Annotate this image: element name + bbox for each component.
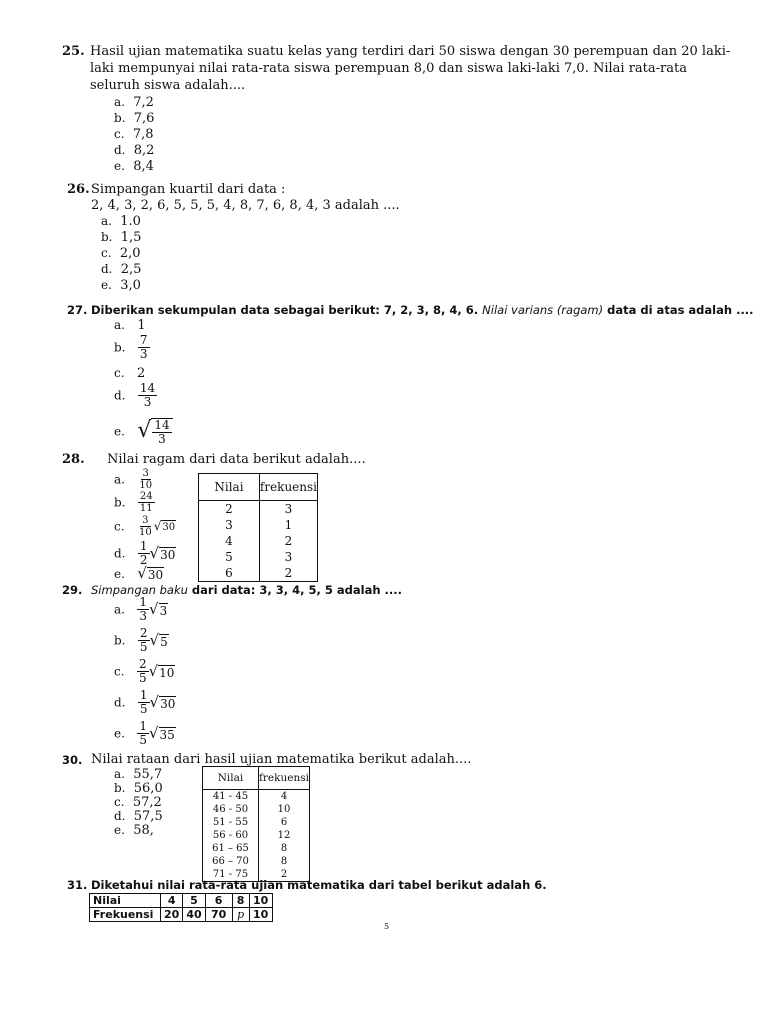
option-label: a. <box>101 214 112 228</box>
table-cell: 20 <box>161 908 183 922</box>
table-row <box>203 790 310 804</box>
option-label: a. <box>114 318 125 332</box>
radicand: 30 <box>160 547 176 562</box>
q26-line-2: 2, 4, 3, 2, 6, 5, 5, 5, 4, 8, 7, 6, 8, 4, 3 adalah .... <box>91 198 400 213</box>
radicand: 30 <box>162 521 176 533</box>
q27-text-b: data di atas adalah .... <box>603 303 754 317</box>
option-value: 7,8 <box>132 127 154 142</box>
table-row <box>90 908 273 922</box>
square-root <box>148 723 176 742</box>
table-cell: 12 <box>259 829 310 842</box>
square-root <box>149 599 168 618</box>
q27-option-a[interactable] <box>114 317 146 334</box>
square-root <box>149 692 177 711</box>
denominator: 3 <box>158 432 166 446</box>
denominator: 5 <box>139 640 148 654</box>
radical-sign: √ <box>148 661 159 680</box>
q25-number: 25. <box>62 44 85 59</box>
radicand <box>151 418 172 446</box>
table-cell: 66 – 70 <box>203 855 259 868</box>
table-cell: 6 <box>199 565 260 582</box>
option-label: b. <box>114 111 126 125</box>
q27-text-italic: Nilai varians (ragam) <box>482 303 604 317</box>
table-cell: 61 – 65 <box>203 842 259 855</box>
square-root <box>137 417 172 446</box>
option-value: 3,0 <box>120 278 141 293</box>
denominator: 10 <box>139 480 153 491</box>
option-label: c. <box>114 795 125 809</box>
table-header-nilai: Nilai <box>203 767 259 790</box>
table-header-nilai: Nilai <box>199 474 260 501</box>
q25-option-a[interactable] <box>114 94 154 111</box>
q25-line-3: seluruh siswa adalah.... <box>90 78 246 93</box>
q28-option-e[interactable] <box>114 566 164 583</box>
page-number: 5 <box>384 922 390 931</box>
fraction <box>138 382 157 409</box>
radicand: 35 <box>159 727 175 742</box>
radical-sign: √ <box>149 630 160 649</box>
radicand: 5 <box>160 634 168 649</box>
option-label: c. <box>114 664 125 679</box>
option-value: 58, <box>133 823 154 838</box>
table-cell: p <box>232 908 249 922</box>
q29-option-e[interactable] <box>114 720 176 747</box>
radical-sign: √ <box>149 543 160 562</box>
option-value: 55,7 <box>133 767 163 782</box>
square-root <box>149 630 169 649</box>
table-cell: 8 <box>259 842 310 855</box>
option-label: e. <box>101 278 112 292</box>
fraction <box>138 334 150 361</box>
q29-text-b: dari data: 3, 3, 4, 5, 5 adalah .... <box>187 583 403 597</box>
q26-number: 26. <box>67 182 90 197</box>
option-label: c. <box>114 519 125 534</box>
table-cell: 41 - 45 <box>203 790 259 804</box>
fraction <box>137 658 149 685</box>
q30-question: Nilai rataan dari hasil ujian matematika berikut adalah.... <box>91 752 472 767</box>
table-header-frekuensi: frekuensi <box>259 767 310 790</box>
table-cell: 1 <box>259 517 317 533</box>
table-row <box>199 501 318 518</box>
option-label: e. <box>114 159 125 173</box>
q26-line-1: Simpangan kuartil dari data : <box>91 182 286 197</box>
table-header-frekuensi: frekuensi <box>259 474 317 501</box>
option-value: 57,5 <box>133 809 163 824</box>
table-cell: 10 <box>259 803 310 816</box>
table-cell: 8 <box>232 894 249 908</box>
table-row <box>90 894 273 908</box>
q29-option-a[interactable] <box>114 596 168 623</box>
q27-option-e[interactable] <box>114 417 173 446</box>
option-label: c. <box>114 127 125 141</box>
fraction <box>138 491 155 514</box>
denominator: 3 <box>143 395 152 409</box>
option-label: e. <box>114 424 125 439</box>
table-cell: 3 <box>259 501 317 518</box>
radicand: 10 <box>159 665 175 680</box>
fraction <box>138 689 150 716</box>
q31-question: Diketahui nilai rata-rata ujian matematika dari tabel berikut adalah 6. <box>91 878 547 892</box>
option-label: d. <box>114 546 126 561</box>
option-label: e. <box>114 726 125 741</box>
table-row <box>203 816 310 829</box>
q27-option-d[interactable] <box>114 382 157 409</box>
q29-option-d[interactable] <box>114 689 176 716</box>
table-cell: 2 <box>199 501 260 518</box>
radicand: 30 <box>160 696 176 711</box>
numerator: 3 <box>142 515 149 526</box>
denominator: 10 <box>138 527 152 538</box>
fraction <box>137 468 154 491</box>
table-cell: Nilai <box>90 894 161 908</box>
square-root <box>154 519 176 535</box>
square-root <box>137 566 164 582</box>
fraction <box>138 540 150 567</box>
q29-option-b[interactable] <box>114 627 169 654</box>
table-row <box>199 517 318 533</box>
option-label: a. <box>114 602 125 617</box>
option-label: a. <box>114 472 125 487</box>
numerator: 1 <box>139 719 147 733</box>
table-cell: 70 <box>205 908 232 922</box>
table-cell: Frekuensi <box>90 908 161 922</box>
denominator: 5 <box>139 733 147 747</box>
q31-table <box>89 893 273 922</box>
radicand: 30 <box>147 568 164 582</box>
radical-sign: √ <box>149 599 159 618</box>
q28-option-c[interactable] <box>114 515 176 538</box>
option-label: c. <box>114 366 125 380</box>
option-label: e. <box>114 567 125 581</box>
option-value: 8,2 <box>133 143 155 158</box>
table-cell: 3 <box>199 517 260 533</box>
option-label: b. <box>114 340 126 355</box>
radical-sign: √ <box>153 518 162 533</box>
option-label: a. <box>114 767 125 781</box>
table-cell: 4 <box>161 894 183 908</box>
option-value: 2,0 <box>119 246 141 261</box>
numerator: 1 <box>139 688 148 702</box>
option-label: e. <box>114 823 125 837</box>
numerator: 1 <box>139 539 148 553</box>
q28-table <box>198 473 318 582</box>
option-value: 1.0 <box>120 214 141 229</box>
table-row <box>203 842 310 855</box>
table-row <box>203 855 310 868</box>
q28-question: Nilai ragam dari data berikut adalah.... <box>107 452 366 467</box>
denominator: 5 <box>139 702 148 716</box>
q28-option-d[interactable] <box>114 540 176 567</box>
fraction <box>137 596 149 623</box>
q28-number: 28. <box>62 452 85 467</box>
table-cell: 10 <box>249 908 272 922</box>
numerator: 7 <box>139 333 148 347</box>
table-cell: 46 - 50 <box>203 803 259 816</box>
numerator: 14 <box>154 418 170 432</box>
q26-option-b[interactable] <box>101 229 141 246</box>
option-value: 1 <box>137 318 146 333</box>
radical-sign: √ <box>148 723 159 742</box>
square-root <box>149 543 177 562</box>
table-cell: 56 - 60 <box>203 829 259 842</box>
fraction <box>152 419 171 446</box>
table-cell: 6 <box>259 816 310 829</box>
fraction <box>137 515 154 538</box>
radical-sign: √ <box>137 418 152 443</box>
option-value: 56,0 <box>133 781 163 796</box>
option-value: 2,5 <box>120 262 142 277</box>
q29-option-c[interactable] <box>114 658 175 685</box>
table-cell: 2 <box>259 533 317 549</box>
radical-sign: √ <box>149 692 160 711</box>
option-value: 7,6 <box>133 111 155 126</box>
q26-option-d[interactable] <box>101 261 141 278</box>
q28-option-a[interactable] <box>114 468 154 491</box>
table-cell: 40 <box>183 908 205 922</box>
q25-option-d[interactable] <box>114 142 154 159</box>
q26-option-a[interactable] <box>101 213 141 230</box>
q28-option-b[interactable] <box>114 491 155 514</box>
table-cell: 5 <box>199 549 260 565</box>
option-label: c. <box>101 246 112 260</box>
radicand: 3 <box>159 603 168 618</box>
square-root <box>148 661 176 680</box>
table-row <box>199 549 318 565</box>
table-cell: 4 <box>199 533 260 549</box>
table-cell: 2 <box>259 565 317 582</box>
denominator: 11 <box>139 503 153 514</box>
option-value: 8,4 <box>133 159 154 174</box>
option-label: b. <box>114 495 126 510</box>
option-label: b. <box>101 230 113 244</box>
q27-question <box>91 302 754 318</box>
table-row <box>199 533 318 549</box>
table-row <box>203 829 310 842</box>
table-cell: 8 <box>259 855 310 868</box>
q27-number: 27. <box>67 303 88 317</box>
numerator: 3 <box>142 468 149 479</box>
option-label: d. <box>114 143 126 157</box>
table-cell: 2 <box>259 868 310 882</box>
numerator: 1 <box>139 595 148 609</box>
option-value: 57,2 <box>132 795 162 810</box>
numerator: 24 <box>139 491 153 502</box>
q25-option-e[interactable] <box>114 158 154 175</box>
fraction <box>137 720 149 747</box>
q26-option-c[interactable] <box>101 245 141 262</box>
option-label: d. <box>101 262 113 276</box>
q29-number: 29. <box>62 583 83 597</box>
radical-sign: √ <box>137 564 147 582</box>
fraction <box>138 627 150 654</box>
table-cell: 5 <box>183 894 205 908</box>
table-cell: 51 - 55 <box>203 816 259 829</box>
q30-table <box>202 766 310 882</box>
table-cell: 4 <box>259 790 310 804</box>
q25-option-b[interactable] <box>114 110 154 127</box>
option-label: a. <box>114 95 125 109</box>
table-row <box>203 803 310 816</box>
option-label: d. <box>114 695 126 710</box>
option-value: 2 <box>136 366 146 381</box>
numerator: 2 <box>139 626 148 640</box>
denominator: 3 <box>139 609 148 623</box>
table-cell: 10 <box>249 894 272 908</box>
q25-option-c[interactable] <box>114 126 154 143</box>
q30-number: 30. <box>62 753 83 767</box>
option-label: d. <box>114 809 126 823</box>
table-cell: 71 - 75 <box>203 868 259 882</box>
q31-number: 31. <box>67 878 88 892</box>
q27-text-a: Diberikan sekumpulan data sebagai berikut: 7, 2, 3, 8, 4, 6. <box>91 303 483 317</box>
q26-option-e[interactable] <box>101 277 141 294</box>
q29-text-italic: Simpangan baku <box>91 583 188 597</box>
q27-option-b[interactable] <box>114 334 150 361</box>
denominator: 3 <box>139 347 148 361</box>
q30-option-e[interactable] <box>114 822 154 839</box>
denominator: 2 <box>139 553 148 567</box>
option-label: d. <box>114 388 126 403</box>
option-label: b. <box>114 633 126 648</box>
option-value: 7,2 <box>133 95 154 110</box>
numerator: 2 <box>138 657 147 671</box>
q25-line-2: laki mempunyai nilai rata-rata siswa perempuan 8,0 dan siswa laki-laki 7,0. Nilai rata-rata <box>90 61 687 76</box>
q27-option-c[interactable] <box>114 365 145 382</box>
table-row <box>199 565 318 582</box>
table-cell: 6 <box>205 894 232 908</box>
denominator: 5 <box>138 671 147 685</box>
q25-line-1: Hasil ujian matematika suatu kelas yang terdiri dari 50 siswa dengan 30 perempuan dan 20 laki- <box>90 44 731 59</box>
table-cell: 3 <box>259 549 317 565</box>
numerator: 14 <box>139 381 156 395</box>
option-value: 1,5 <box>120 230 142 245</box>
option-label: b. <box>114 781 126 795</box>
